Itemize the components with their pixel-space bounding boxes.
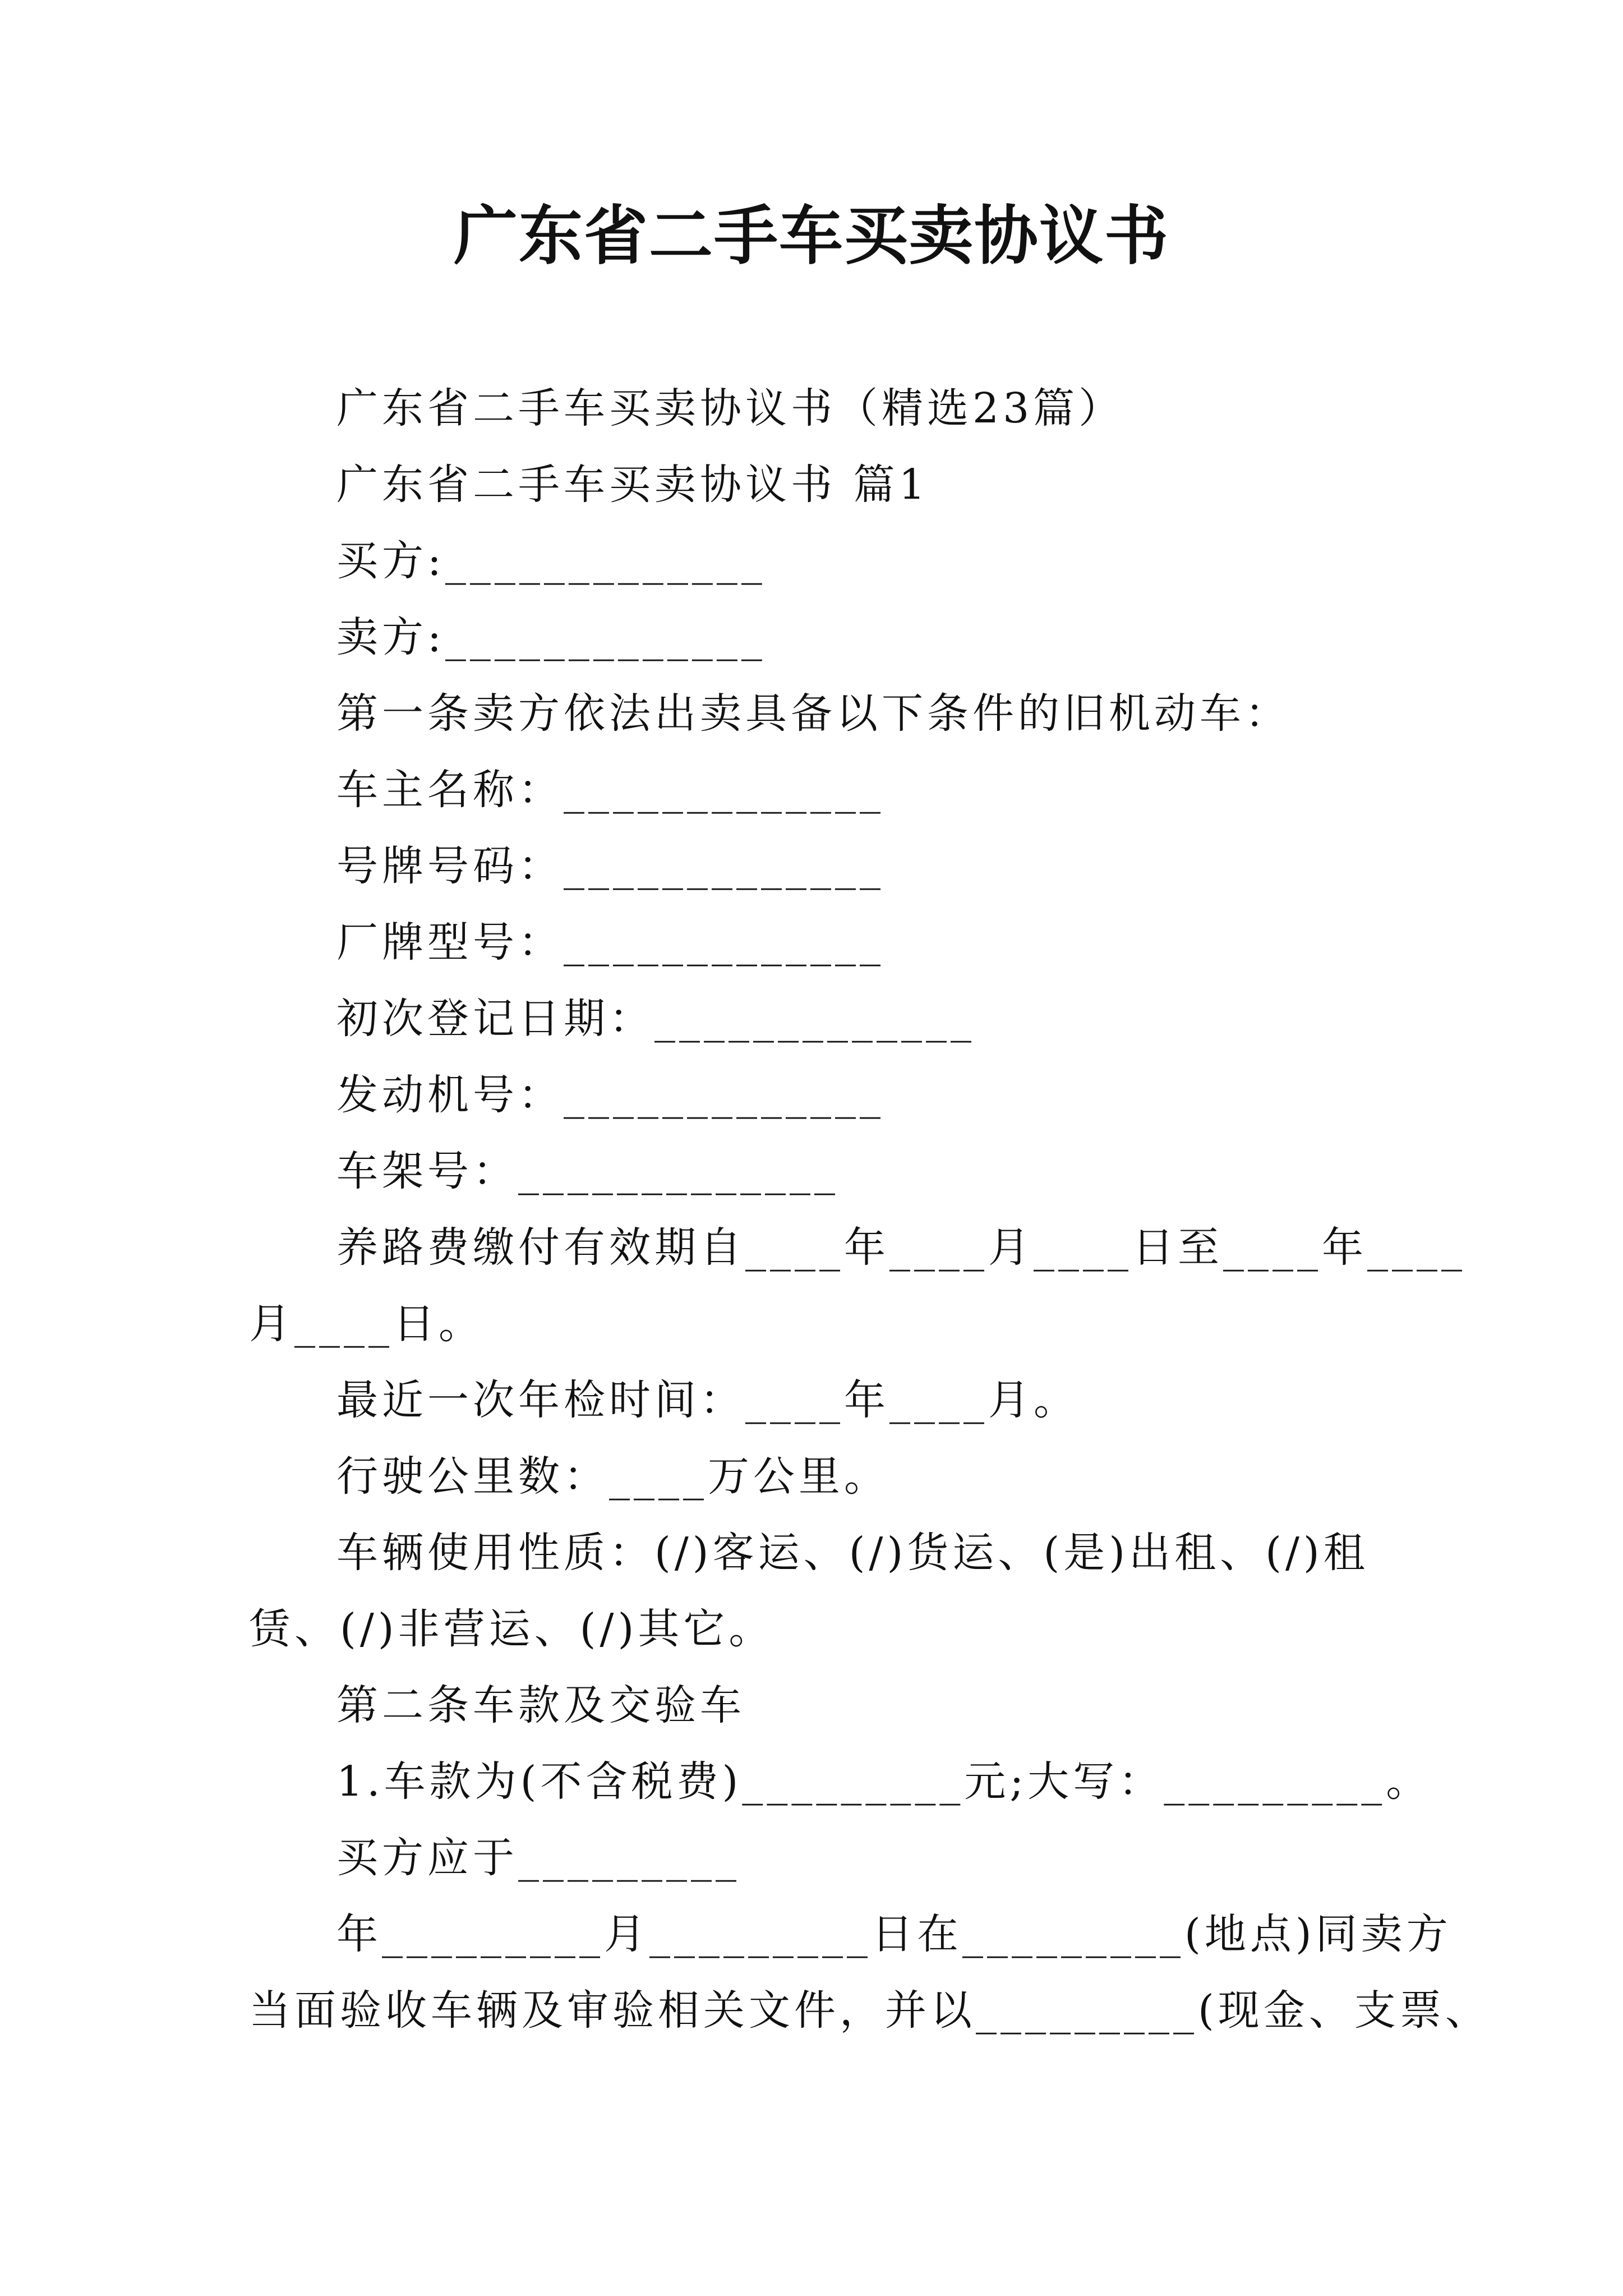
body-line: 买方:_____________: [336, 537, 766, 585]
body-line: 当面验收车辆及审验相关文件，并以_________(现金、支票、: [249, 1986, 1491, 2035]
document-title: 广东省二手车买卖协议书: [453, 198, 1169, 273]
body-line: 买方应于_________: [336, 1834, 740, 1882]
body-line: 车主名称：_____________: [336, 766, 884, 814]
body-line: 养路费缴付有效期自____年____月____日至____年____: [336, 1223, 1466, 1272]
body-line: 1.车款为(不含税费)_________元;大写：_________。: [336, 1757, 1432, 1806]
body-line: 第二条车款及交验车: [336, 1681, 745, 1729]
document-body: [249, 370, 1491, 2049]
body-line: 广东省二手车买卖协议书（精选23篇）: [336, 384, 1124, 432]
body-line: 月____日。: [249, 1300, 484, 1348]
body-line: 车辆使用性质：(/)客运、(/)货运、(是)出租、(/)租: [336, 1529, 1369, 1577]
body-line: 初次登记日期：_____________: [336, 995, 975, 1043]
body-line: 年_________月_________日在_________(地点)同卖方: [336, 1910, 1452, 1958]
body-line: 第一条卖方依法出卖具备以下条件的旧机动车：: [336, 689, 1290, 738]
body-line: 卖方:_____________: [336, 613, 766, 661]
body-line: 车架号：_____________: [336, 1147, 839, 1195]
body-line: 号牌号码：_____________: [336, 842, 884, 890]
body-line: 广东省二手车买卖协议书 篇1: [336, 461, 929, 509]
body-line: 发动机号：_____________: [336, 1071, 884, 1119]
body-line: 行驶公里数：____万公里。: [336, 1452, 889, 1501]
body-line: 厂牌型号：_____________: [336, 918, 884, 967]
body-line: 最近一次年检时间：____年____月。: [336, 1376, 1079, 1424]
body-line: 赁、(/)非营运、(/)其它。: [249, 1605, 774, 1653]
